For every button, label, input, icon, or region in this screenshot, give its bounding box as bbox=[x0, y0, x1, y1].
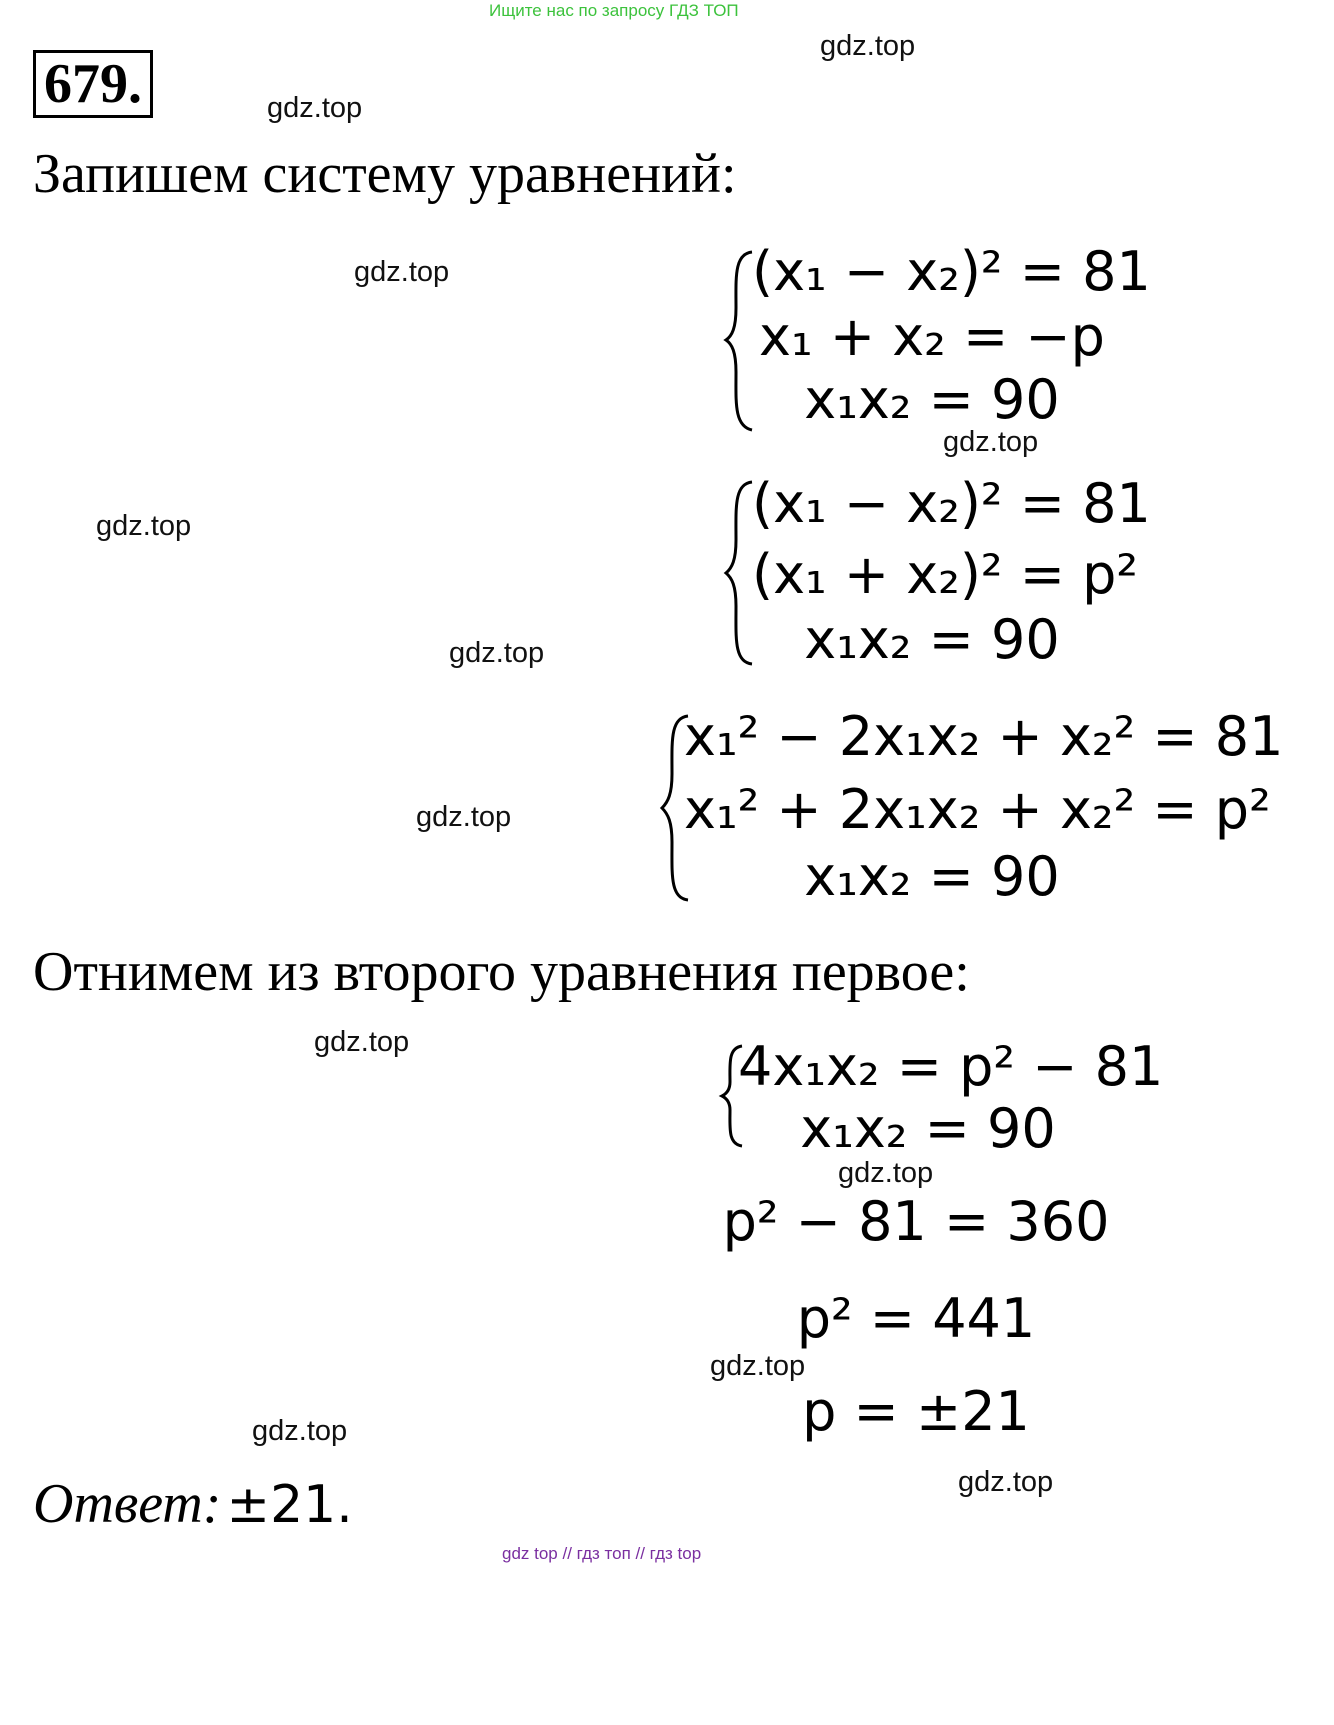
footer-links: gdz top // гдз топ // гдз top bbox=[502, 1544, 702, 1563]
equation: (x₁ − x₂)² = 81 bbox=[752, 240, 1151, 303]
watermark: gdz.top bbox=[252, 1415, 348, 1447]
step-text: Отнимем из второго уравнения первое: bbox=[33, 941, 970, 1003]
watermark: gdz.top bbox=[96, 510, 192, 542]
watermark: gdz.top bbox=[838, 1157, 934, 1189]
answer-label: Ответ: bbox=[33, 1473, 222, 1535]
watermark: gdz.top bbox=[710, 1350, 806, 1382]
watermark: gdz.top bbox=[820, 30, 916, 62]
equation: (x₁ + x₂)² = p² bbox=[752, 543, 1139, 606]
answer bbox=[33, 1472, 353, 1536]
equation: p = ±21 bbox=[802, 1380, 1030, 1443]
equation: x₁x₂ = 90 bbox=[804, 608, 1060, 671]
equation: x₁² − 2x₁x₂ + x₂² = 81 bbox=[684, 705, 1284, 768]
watermark: gdz.top bbox=[416, 801, 512, 833]
equation: x₁ + x₂ = −p bbox=[759, 305, 1105, 368]
equation: x₁x₂ = 90 bbox=[800, 1097, 1056, 1160]
equation: 4x₁x₂ = p² − 81 bbox=[738, 1035, 1164, 1098]
equation: x₁² + 2x₁x₂ + x₂² = p² bbox=[684, 778, 1271, 841]
watermark: gdz.top bbox=[449, 637, 545, 669]
watermark: gdz.top bbox=[314, 1026, 410, 1058]
watermark: gdz.top bbox=[943, 426, 1039, 458]
watermark: gdz.top bbox=[354, 256, 450, 288]
equation: x₁x₂ = 90 bbox=[804, 845, 1060, 908]
equation: p² − 81 = 360 bbox=[722, 1190, 1110, 1253]
answer-value: ±21. bbox=[226, 1475, 353, 1535]
search-banner: Ищите нас по запросу ГДЗ ТОП bbox=[489, 1, 739, 20]
intro-text: Запишем систему уравнений: bbox=[33, 143, 737, 205]
equation: p² = 441 bbox=[796, 1287, 1036, 1350]
watermark: gdz.top bbox=[267, 92, 363, 124]
watermark: gdz.top bbox=[958, 1466, 1054, 1498]
equation: (x₁ − x₂)² = 81 bbox=[752, 472, 1151, 535]
equation: x₁x₂ = 90 bbox=[804, 368, 1060, 431]
problem-number: 679. bbox=[33, 50, 153, 118]
